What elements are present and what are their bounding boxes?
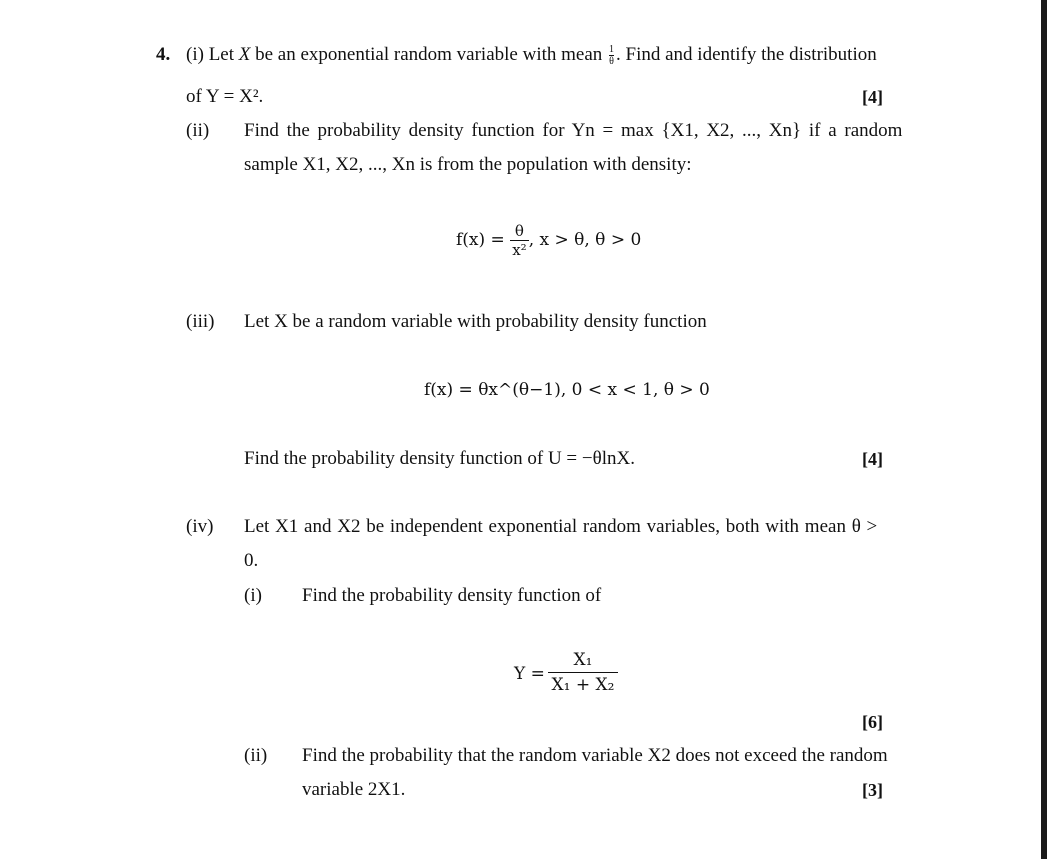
part-iii-marks: [4]: [862, 449, 883, 469]
part-i-label: (i): [186, 44, 204, 65]
part-i-text-b: be an exponential random variable with mean: [250, 44, 608, 65]
question-number: 4.: [156, 44, 171, 65]
mean-fraction: [609, 44, 614, 67]
part-iv-sub-ii-line1: Find the probability that the random variable X2 does not exceed the random: [302, 745, 888, 766]
part-iv-sub-ii-marks: [3]: [862, 780, 883, 800]
mean-numerator: 1: [609, 44, 615, 56]
part-iii-equation: f(x) = θx^(θ−1), 0 < x < 1, θ > 0: [424, 380, 710, 400]
part-i-var-x: X: [238, 44, 251, 65]
part-i-text-a: Let: [208, 44, 239, 65]
part-ii-eq-left: f(x) =: [456, 230, 505, 250]
part-iv-sub-ii-line2: variable 2X1.: [302, 779, 406, 800]
part-i-line1: [186, 44, 877, 67]
part-iv-eq-left: Y =: [514, 664, 545, 684]
part-ii-line1: Find the probability density function for Yn = max {X1, X2, ..., Xn} if a random: [244, 120, 903, 141]
part-ii-eq-fraction: [510, 222, 528, 259]
part-iv-line2: 0.: [244, 550, 259, 571]
part-iv-eq-denominator: X₁ + X₂: [548, 672, 618, 697]
part-i-marks: [4]: [862, 87, 883, 107]
part-iii-line1: Let X be a random variable with probability density function: [244, 311, 707, 332]
part-iv-sub-ii-label: (ii): [244, 745, 268, 766]
part-iii-line2: Find the probability density function of U = −θlnX.: [244, 448, 635, 469]
part-iv-label: (iv): [186, 516, 214, 537]
mean-denominator: θ: [609, 56, 614, 68]
part-i-text-c: . Find and identify the distribution: [616, 44, 877, 65]
part-iv-eq-fraction: [548, 648, 618, 697]
part-ii-line2: sample X1, X2, ..., Xn is from the population with density:: [244, 154, 692, 175]
part-ii-eq-numerator: θ: [514, 222, 524, 240]
part-iv-eq-numerator: X₁: [573, 650, 593, 670]
part-iv-sub-i-label: (i): [244, 585, 262, 606]
part-iv-sub-i-marks: [6]: [862, 712, 883, 732]
part-iv-line1: Let X1 and X2 be independent exponential random variables, both with mean θ >: [244, 516, 878, 537]
page-edge-shadow: [1041, 0, 1047, 859]
part-ii-eq-denominator: x²: [512, 241, 527, 259]
part-ii-eq-right: , x > θ, θ > 0: [528, 230, 642, 250]
part-ii-equation: [456, 222, 641, 259]
part-i-line2: of Y = X².: [186, 86, 264, 107]
part-ii-label: (ii): [186, 120, 210, 141]
part-iii-label: (iii): [186, 311, 215, 332]
part-iv-sub-i-text: Find the probability density function of: [302, 585, 602, 606]
